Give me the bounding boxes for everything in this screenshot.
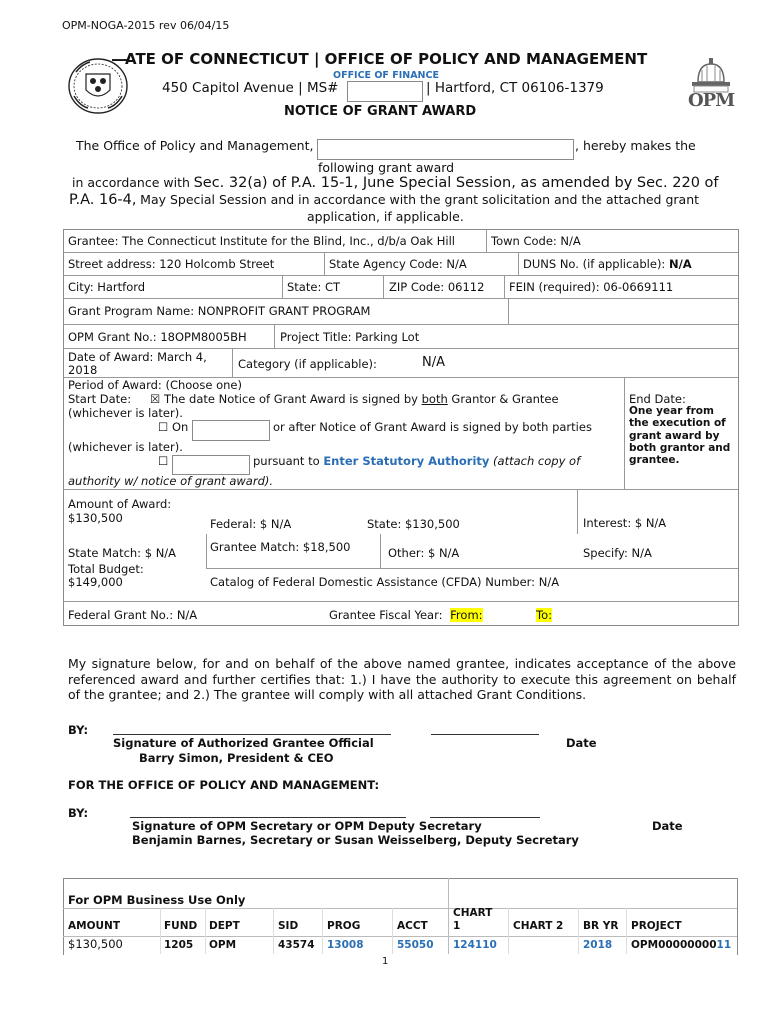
intro-line3-b: Sec. 32(a) of P.A. 15-1, June Special Session, as amended by Sec. 220 of (193, 175, 719, 191)
value-bryr: 2018 (583, 939, 613, 951)
option-3-tail: authority w/ notice of grant award). (68, 474, 274, 488)
state-amount: State: $130,500 (367, 517, 460, 531)
col-chart2: CHART 2 (513, 920, 564, 932)
category-label: Category (if applicable): (238, 357, 377, 371)
date-of-award-line1: Date of Award: March 4, (68, 350, 207, 364)
form-id: OPM-NOGA-2015 rev 06/04/15 (62, 19, 230, 32)
value-fund: 1205 (164, 939, 194, 951)
value-prog: 13008 (327, 939, 364, 951)
value-sid: 43574 (278, 939, 315, 951)
amount-value: $130,500 (68, 511, 123, 525)
intro-line4-a: P.A. 16-4, (69, 192, 137, 208)
opm-signature-label: Signature of OPM Secretary or OPM Deputy Secretary (132, 819, 482, 833)
fiscal-to[interactable]: To: (536, 608, 552, 622)
option-1-tail: (whichever is later). (68, 406, 183, 420)
opm-date-line[interactable] (430, 817, 540, 818)
fiscal-year-label: Grantee Fiscal Year: (329, 608, 443, 622)
duns-number (523, 257, 692, 271)
grantee-date-line[interactable] (431, 734, 539, 735)
value-project (631, 939, 731, 951)
grantee-signature-line[interactable] (113, 734, 391, 735)
value-amount: $130,500 (68, 937, 123, 951)
project-title: Project Title: Parking Lot (280, 330, 420, 344)
opm-date-label: Date (652, 819, 683, 833)
office-subtitle: OFFICE OF FINANCE (333, 70, 439, 81)
title-text: ATE OF CONNECTICUT | OFFICE OF POLICY AND MANAGEMENT (125, 50, 648, 68)
option-1-text-underline: both (421, 392, 448, 406)
period-option-1 (150, 392, 559, 406)
option-3-field[interactable] (172, 455, 250, 475)
col-dept: DEPT (209, 920, 240, 932)
col-acct: ACCT (397, 920, 428, 932)
option-1-checkbox[interactable]: ☒ (150, 392, 161, 406)
value-dept: OPM (209, 939, 237, 951)
interest-amount: Interest: $ N/A (583, 516, 667, 530)
option-2-checkbox[interactable]: ☐ (158, 420, 169, 434)
option-3-pre: pursuant to (253, 454, 324, 468)
fiscal-from[interactable]: From: (450, 608, 483, 622)
office-name-field[interactable] (317, 139, 574, 160)
acceptance-text: My signature below, for and on behalf of the above named grantee, indicates acceptance of the above referenced award and further certifies that: 1.) I have the authority to execute this agreement on behalf of the grantee; and 2.) The grantee will comply with all attached Grant Conditions. (68, 656, 736, 702)
period-heading: Period of Award: (Choose one) (68, 378, 242, 392)
grantee-date-label: Date (566, 736, 597, 750)
intro-line1-post: , hereby makes the (575, 138, 696, 153)
col-chart1: CHART 1 (453, 907, 493, 932)
state: State: CT (287, 280, 341, 294)
option-1-text-pre: The date Notice of Grant Award is signed by (163, 392, 422, 406)
intro-line4-b: May Special Session and in accordance with the grant solicitation and the attached grant (140, 192, 700, 207)
date-of-award-line2: 2018 (68, 363, 98, 377)
col-fund: FUND (164, 920, 198, 932)
page-number: 1 (382, 956, 389, 967)
ms-number-field[interactable] (347, 81, 423, 102)
col-bryr: BR YR (583, 920, 619, 932)
value-project-a: OPM00000000 (631, 939, 717, 951)
category-value: N/A (422, 355, 445, 370)
value-acct: 55050 (397, 939, 434, 951)
intro-line3 (72, 175, 719, 191)
period-option-3 (253, 454, 580, 468)
total-budget-label: Total Budget: (68, 562, 144, 576)
town-code: Town Code: N/A (491, 234, 581, 248)
value-project-b: 11 (716, 939, 732, 951)
address-post: | Hartford, CT 06106-1379 (426, 80, 604, 96)
duns-label: DUNS No. (if applicable): (523, 257, 669, 271)
city: City: Hartford (68, 280, 146, 294)
grantee-match: Grantee Match: $18,500 (210, 540, 351, 554)
fein: FEIN (required): 06-0669111 (509, 280, 674, 294)
state-match: State Match: $ N/A (68, 546, 177, 560)
option-2-tail: (whichever is later). (68, 440, 183, 454)
address-line (162, 80, 339, 96)
period-option-2 (158, 420, 188, 434)
duns-value: N/A (668, 257, 692, 271)
page-title (112, 50, 647, 68)
opm-signature-line[interactable] (130, 817, 406, 818)
address-pre: 450 Capitol Avenue | MS# (162, 80, 339, 96)
col-amount: AMOUNT (68, 920, 120, 932)
option-1-text-post: Grantor & Grantee (447, 392, 559, 406)
federal-grant-number: Federal Grant No.: N/A (68, 608, 198, 622)
business-heading: For OPM Business Use Only (68, 893, 246, 907)
grantee-official-name: Barry Simon, President & CEO (139, 751, 334, 765)
end-date-label: End Date: (629, 392, 686, 406)
total-budget-value: $149,000 (68, 575, 123, 589)
start-date-label: Start Date: (68, 392, 132, 406)
grantee-by-label: BY: (68, 723, 89, 737)
statutory-authority-link[interactable]: Enter Statutory Authority (323, 454, 490, 468)
end-date-text: One year from the execution of grant award by both grantor and grantee. (629, 405, 731, 467)
fiscal-year (329, 608, 483, 622)
notice-title: NOTICE OF GRANT AWARD (284, 104, 477, 119)
agency-code: State Agency Code: N/A (329, 257, 467, 271)
intro-line3-a: in accordance with (72, 175, 190, 190)
grantee-signature-label: Signature of Authorized Grantee Official (113, 736, 374, 750)
opm-logo-icon (686, 56, 736, 114)
intro-line4 (69, 192, 699, 208)
street-address: Street address: 120 Holcomb Street (68, 257, 275, 271)
value-chart1: 124110 (453, 939, 497, 951)
grantee-name: Grantee: The Connecticut Institute for the Blind, Inc., d/b/a Oak Hill (68, 234, 455, 248)
opm-heading: FOR THE OFFICE OF POLICY AND MANAGEMENT: (68, 778, 380, 792)
other-amount: Other: $ N/A (388, 546, 460, 560)
opm-logo-text: OPM (688, 90, 735, 111)
cfda-number: Catalog of Federal Domestic Assistance (CFDA) Number: N/A (210, 575, 560, 589)
zip-code: ZIP Code: 06112 (389, 280, 485, 294)
option-3-post: (attach copy of (489, 454, 581, 468)
intro-line1-pre: The Office of Policy and Management, (76, 138, 314, 153)
option-2-text: or after Notice of Grant Award is signed by both parties (273, 420, 592, 434)
opm-officials: Benjamin Barnes, Secretary or Susan Weisselberg, Deputy Secretary (132, 833, 579, 847)
specify: Specify: N/A (583, 546, 652, 560)
federal-amount: Federal: $ N/A (210, 517, 292, 531)
col-sid: SID (278, 920, 299, 932)
col-project: PROJECT (631, 920, 682, 932)
intro-line2: following grant award (318, 160, 455, 175)
opm-by-label: BY: (68, 806, 89, 820)
option-2-date-field[interactable] (192, 420, 270, 441)
program-name: Grant Program Name: NONPROFIT GRANT PROGRAM (68, 304, 371, 318)
option-3-checkbox[interactable]: ☐ (158, 454, 169, 468)
intro-line5: application, if applicable. (307, 209, 464, 224)
title-prefix: ― (112, 50, 125, 68)
option-2-on: On (171, 420, 189, 434)
grant-number: OPM Grant No.: 18OPM8005BH (68, 330, 247, 344)
amount-label: Amount of Award: (68, 497, 172, 511)
col-prog: PROG (327, 920, 361, 932)
